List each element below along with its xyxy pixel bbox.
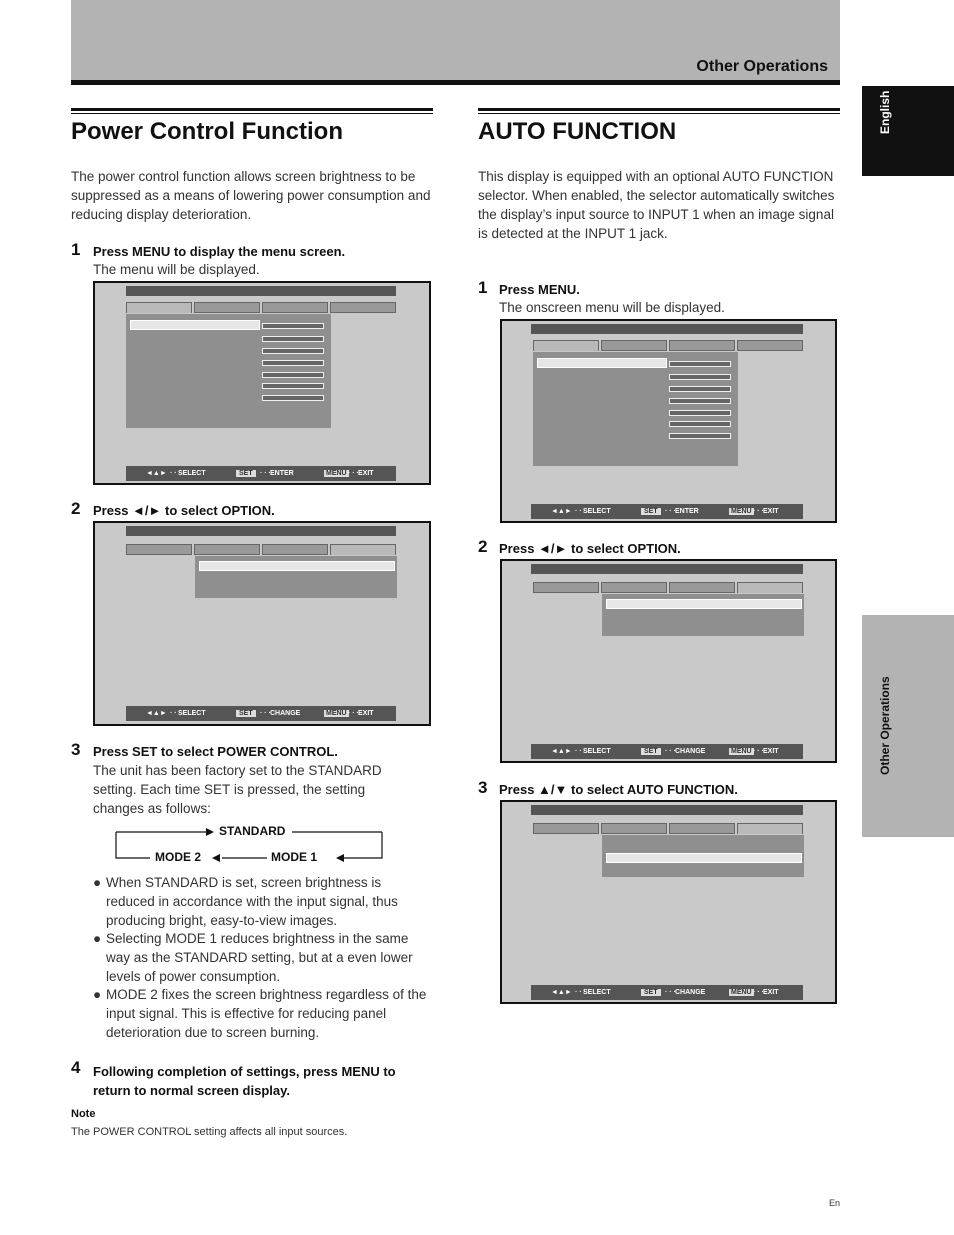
osd-slider xyxy=(262,395,324,401)
osd-title-bar xyxy=(126,526,396,536)
set-key-icon: SET xyxy=(641,989,661,996)
menu-key-icon: MENU xyxy=(731,748,752,755)
step-title: Following completion of settings, press MENU to return to normal screen display. xyxy=(93,1064,396,1098)
set-key-icon: SET xyxy=(641,508,661,515)
osd-footer xyxy=(126,706,396,721)
note-heading: Note xyxy=(71,1108,96,1120)
arrow-keys-icon: ◄▲► xyxy=(551,508,572,515)
osd-menu-panel xyxy=(126,314,331,428)
left-title-rule xyxy=(71,108,433,114)
osd-dots: · · · xyxy=(170,470,181,477)
language-tab-label: English xyxy=(878,90,892,134)
osd-slider xyxy=(669,433,731,439)
osd-change-label: CHANGE xyxy=(270,710,301,717)
osd-slider xyxy=(262,336,324,342)
osd-dots: · · · xyxy=(665,989,676,996)
osd-highlight-row xyxy=(606,599,802,609)
flow-standard: STANDARD xyxy=(219,824,286,838)
chapter-tab-label: Other Operations xyxy=(878,676,892,775)
left-title: Power Control Function xyxy=(71,118,343,145)
osd-tab xyxy=(194,544,260,555)
step-title: Press ◄/► to select OPTION. xyxy=(499,541,681,556)
osd-title-bar xyxy=(531,805,803,815)
osd-exit-label: EXIT xyxy=(763,508,779,515)
osd-slider xyxy=(262,383,324,389)
osd-tab xyxy=(601,340,667,351)
osd-screen-menu xyxy=(500,319,837,523)
step-title: Press SET to select POWER CONTROL. xyxy=(93,744,338,759)
bullet-text: When STANDARD is set, screen brightness is reduced in accordance with the input signal, thus producing bright, easy-to-view images. xyxy=(106,875,398,928)
step-number: 1 xyxy=(71,240,81,259)
osd-screen-option xyxy=(93,521,431,726)
step-title: Press ◄/► to select OPTION. xyxy=(93,503,275,518)
osd-title-bar xyxy=(531,324,803,334)
osd-dots: · · · xyxy=(170,710,181,717)
osd-exit-label: EXIT xyxy=(763,989,779,996)
osd-tab xyxy=(533,340,599,351)
osd-select-label: SELECT xyxy=(178,710,206,717)
osd-select-label: SELECT xyxy=(583,748,611,755)
step-title: Press MENU. xyxy=(499,282,580,297)
step-number: 2 xyxy=(478,537,488,556)
osd-menu-panel xyxy=(533,352,738,466)
osd-tab xyxy=(669,340,735,351)
page-language-code: En xyxy=(829,1198,841,1208)
osd-tab xyxy=(126,302,192,313)
step-description: The onscreen menu will be displayed. xyxy=(499,300,725,315)
osd-dots: · · · xyxy=(260,710,271,717)
osd-exit-label: EXIT xyxy=(358,710,374,717)
osd-slider xyxy=(262,348,324,354)
osd-slider xyxy=(669,398,731,404)
step-title: Press ▲/▼ to select AUTO FUNCTION. xyxy=(499,782,738,797)
bullet-icon: ● xyxy=(93,931,102,946)
osd-dots: · · · xyxy=(665,508,676,515)
osd-dots: · · · xyxy=(575,989,586,996)
menu-key-icon: MENU xyxy=(731,508,752,515)
arrow-keys-icon: ◄▲► xyxy=(146,710,167,717)
osd-slider xyxy=(669,410,731,416)
osd-dots: · · · xyxy=(260,470,271,477)
set-key-icon: SET xyxy=(641,748,661,755)
language-tab xyxy=(862,86,954,176)
osd-dots: · · · xyxy=(348,470,359,477)
osd-tab-option xyxy=(330,544,396,555)
osd-title-bar xyxy=(126,286,396,296)
osd-enter-label: ENTER xyxy=(270,470,294,477)
osd-slider xyxy=(669,361,731,367)
osd-exit-label: EXIT xyxy=(358,470,374,477)
osd-tab xyxy=(330,302,396,313)
osd-title-bar xyxy=(531,564,803,574)
step-number: 3 xyxy=(71,740,81,759)
osd-footer xyxy=(531,985,803,1000)
osd-screen-option xyxy=(500,559,837,763)
bullet-icon: ● xyxy=(93,987,102,1002)
osd-footer xyxy=(126,466,396,481)
flow-mode-1: MODE 1 xyxy=(271,850,318,864)
arrow-keys-icon: ◄▲► xyxy=(551,748,572,755)
osd-tab xyxy=(601,823,667,834)
osd-dots: · · · xyxy=(348,710,359,717)
osd-slider xyxy=(262,323,324,329)
osd-tab xyxy=(737,340,803,351)
osd-highlight-row xyxy=(130,320,260,330)
osd-footer xyxy=(531,744,803,759)
osd-tab xyxy=(601,582,667,593)
osd-tab xyxy=(262,544,328,555)
osd-slider xyxy=(262,360,324,366)
osd-dots: · · · xyxy=(753,748,764,755)
osd-tab xyxy=(262,302,328,313)
osd-slider xyxy=(669,421,731,427)
osd-dots: · · · xyxy=(665,748,676,755)
step-description: The unit has been factory set to the STANDARD setting. Each time SET is pressed, the setting changes as follows: xyxy=(93,763,382,816)
step-title: Press MENU to display the menu screen. xyxy=(93,244,346,259)
step-number: 2 xyxy=(71,499,81,518)
left-intro: The power control function allows screen brightness to be suppressed as a means of lowering power consumption and reducing display deterioration. xyxy=(71,169,431,222)
menu-key-icon: MENU xyxy=(326,710,347,717)
osd-slider xyxy=(669,386,731,392)
menu-key-icon: MENU xyxy=(326,470,347,477)
step-description: The menu will be displayed. xyxy=(93,262,260,277)
step-number: 3 xyxy=(478,778,488,797)
set-key-icon: SET xyxy=(236,710,256,717)
osd-tab xyxy=(669,823,735,834)
osd-highlight-row xyxy=(199,561,395,571)
arrow-keys-icon: ◄▲► xyxy=(551,989,572,996)
osd-tab xyxy=(126,544,192,555)
osd-screen-menu xyxy=(93,281,431,485)
osd-slider xyxy=(262,372,324,378)
osd-enter-label: ENTER xyxy=(675,508,699,515)
osd-tab xyxy=(533,582,599,593)
osd-dots: · · · xyxy=(575,748,586,755)
arrow-keys-icon: ◄▲► xyxy=(146,470,167,477)
osd-slider xyxy=(669,374,731,380)
osd-exit-label: EXIT xyxy=(763,748,779,755)
osd-change-label: CHANGE xyxy=(675,748,706,755)
osd-tab xyxy=(669,582,735,593)
osd-dots: · · · xyxy=(753,989,764,996)
flow-mode-2: MODE 2 xyxy=(155,850,202,864)
osd-footer xyxy=(531,504,803,519)
osd-screen-auto-function xyxy=(500,800,837,1004)
menu-key-icon: MENU xyxy=(731,989,752,996)
bullet-text: MODE 2 fixes the screen brightness regardless of the input signal. This is effective for reducing panel deterioration due to screen burning. xyxy=(106,987,427,1040)
osd-select-label: SELECT xyxy=(583,508,611,515)
osd-select-label: SELECT xyxy=(583,989,611,996)
osd-highlight-row xyxy=(606,853,802,863)
osd-dots: · · · xyxy=(575,508,586,515)
osd-select-label: SELECT xyxy=(178,470,206,477)
note-text: The POWER CONTROL setting affects all input sources. xyxy=(71,1126,348,1138)
header-rule xyxy=(71,80,840,85)
osd-tab-option xyxy=(737,823,803,834)
set-key-icon: SET xyxy=(236,470,256,477)
step-number: 1 xyxy=(478,278,488,297)
chapter-tab xyxy=(862,615,954,837)
osd-tab xyxy=(533,823,599,834)
osd-tab xyxy=(194,302,260,313)
bullet-text: Selecting MODE 1 reduces brightness in the same way as the STANDARD setting, but at a even lower levels of power consumption. xyxy=(106,931,413,984)
right-title: AUTO FUNCTION xyxy=(478,118,677,145)
osd-highlight-row xyxy=(537,358,667,368)
right-intro: This display is equipped with an optional AUTO FUNCTION selector. When enabled, the selector automatically switches the display’s input source to INPUT 1 when an image signal is detected at the INPUT 1 jack. xyxy=(478,169,835,241)
section-title: Other Operations xyxy=(696,58,828,75)
bullet-icon: ● xyxy=(93,875,102,890)
right-title-rule xyxy=(478,108,840,114)
osd-tab-option xyxy=(737,582,803,593)
step-number: 4 xyxy=(71,1058,81,1077)
osd-change-label: CHANGE xyxy=(675,989,706,996)
osd-dots: · · · xyxy=(753,508,764,515)
